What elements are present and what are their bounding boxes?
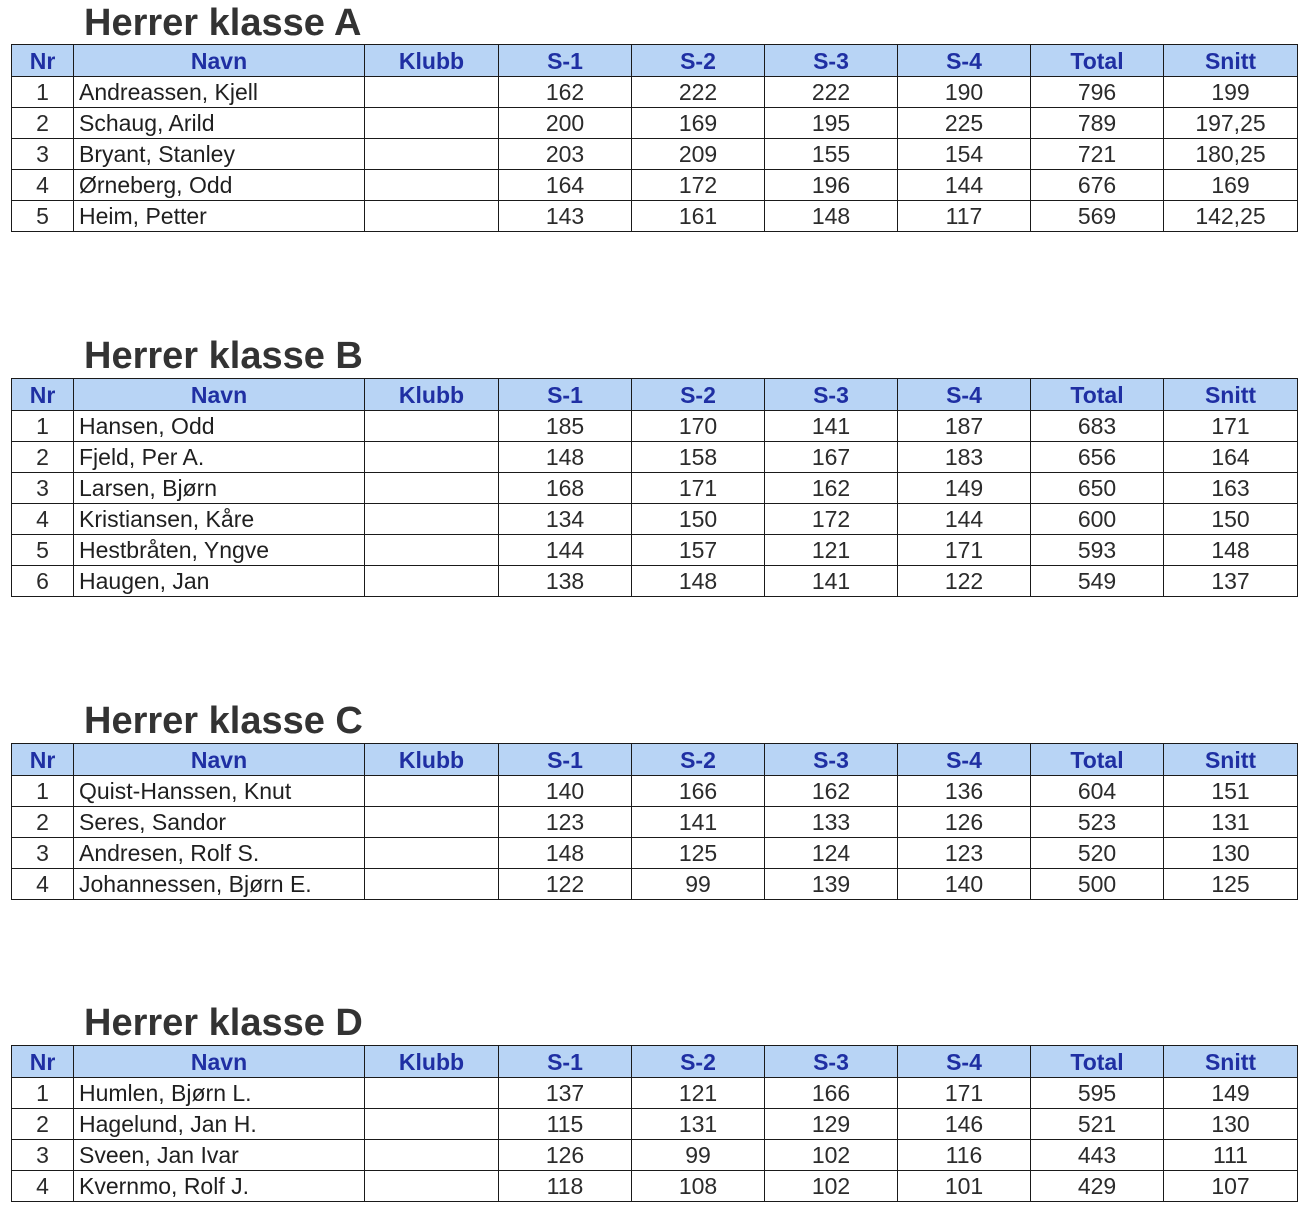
col-header-s4: S-4: [898, 744, 1031, 776]
cell-avg: 163: [1164, 473, 1298, 504]
table-row: [12, 1171, 1298, 1202]
cell-nr: 3: [12, 139, 74, 170]
cell-nr: 5: [12, 535, 74, 566]
col-header-total: Total: [1031, 45, 1164, 77]
cell-avg: 151: [1164, 776, 1298, 807]
cell-name: Andresen, Rolf S.: [74, 838, 365, 869]
cell-name: Schaug, Arild: [74, 108, 365, 139]
cell-club: [365, 139, 499, 170]
cell-s4: 171: [898, 1078, 1031, 1109]
cell-s1: 140: [499, 776, 632, 807]
cell-name: Bryant, Stanley: [74, 139, 365, 170]
cell-s3: 162: [765, 776, 898, 807]
cell-avg: 130: [1164, 838, 1298, 869]
cell-s2: 99: [632, 869, 765, 900]
cell-s2: 125: [632, 838, 765, 869]
cell-avg: 180,25: [1164, 139, 1298, 170]
results-table: [11, 44, 1298, 232]
cell-club: [365, 535, 499, 566]
cell-s3: 195: [765, 108, 898, 139]
cell-s1: 115: [499, 1109, 632, 1140]
cell-s1: 143: [499, 201, 632, 232]
col-header-avg: Snitt: [1164, 45, 1298, 77]
cell-s4: 116: [898, 1140, 1031, 1171]
cell-club: [365, 201, 499, 232]
cell-s1: 203: [499, 139, 632, 170]
cell-s1: 134: [499, 504, 632, 535]
cell-s4: 136: [898, 776, 1031, 807]
col-header-name: Navn: [74, 379, 365, 411]
col-header-s2: S-2: [632, 744, 765, 776]
cell-club: [365, 776, 499, 807]
cell-s4: 122: [898, 566, 1031, 597]
cell-nr: 1: [12, 411, 74, 442]
cell-s4: 154: [898, 139, 1031, 170]
cell-nr: 4: [12, 504, 74, 535]
cell-name: Hansen, Odd: [74, 411, 365, 442]
cell-club: [365, 108, 499, 139]
col-header-nr: Nr: [12, 379, 74, 411]
col-header-nr: Nr: [12, 45, 74, 77]
col-header-club: Klubb: [365, 379, 499, 411]
col-header-club: Klubb: [365, 744, 499, 776]
table-row: [12, 170, 1298, 201]
cell-avg: 150: [1164, 504, 1298, 535]
cell-s1: 123: [499, 807, 632, 838]
cell-s3: 148: [765, 201, 898, 232]
cell-s3: 141: [765, 566, 898, 597]
cell-s2: 170: [632, 411, 765, 442]
cell-s4: 123: [898, 838, 1031, 869]
cell-s4: 144: [898, 504, 1031, 535]
cell-s4: 140: [898, 869, 1031, 900]
col-header-avg: Snitt: [1164, 1046, 1298, 1078]
cell-avg: 137: [1164, 566, 1298, 597]
cell-total: 796: [1031, 77, 1164, 108]
table-row: [12, 807, 1298, 838]
cell-s3: 102: [765, 1171, 898, 1202]
section-title: Herrer klasse D: [84, 1002, 363, 1044]
cell-s2: 108: [632, 1171, 765, 1202]
cell-club: [365, 1078, 499, 1109]
cell-s4: 190: [898, 77, 1031, 108]
header-row: [12, 45, 1298, 77]
cell-total: 443: [1031, 1140, 1164, 1171]
col-header-club: Klubb: [365, 1046, 499, 1078]
cell-avg: 130: [1164, 1109, 1298, 1140]
cell-s1: 148: [499, 838, 632, 869]
cell-s1: 164: [499, 170, 632, 201]
cell-s3: 133: [765, 807, 898, 838]
cell-nr: 3: [12, 838, 74, 869]
cell-s3: 141: [765, 411, 898, 442]
cell-s3: 124: [765, 838, 898, 869]
cell-s4: 149: [898, 473, 1031, 504]
col-header-s1: S-1: [499, 379, 632, 411]
cell-avg: 125: [1164, 869, 1298, 900]
cell-total: 604: [1031, 776, 1164, 807]
cell-name: Seres, Sandor: [74, 807, 365, 838]
section-title: Herrer klasse B: [84, 335, 363, 377]
cell-total: 500: [1031, 869, 1164, 900]
col-header-s3: S-3: [765, 45, 898, 77]
cell-avg: 197,25: [1164, 108, 1298, 139]
cell-s3: 172: [765, 504, 898, 535]
cell-s2: 222: [632, 77, 765, 108]
cell-s4: 187: [898, 411, 1031, 442]
cell-s1: 144: [499, 535, 632, 566]
col-header-name: Navn: [74, 1046, 365, 1078]
cell-avg: 199: [1164, 77, 1298, 108]
cell-club: [365, 1109, 499, 1140]
cell-s1: 138: [499, 566, 632, 597]
cell-s3: 196: [765, 170, 898, 201]
cell-s3: 166: [765, 1078, 898, 1109]
cell-club: [365, 1171, 499, 1202]
cell-s1: 148: [499, 442, 632, 473]
cell-s3: 222: [765, 77, 898, 108]
cell-s1: 122: [499, 869, 632, 900]
cell-s2: 99: [632, 1140, 765, 1171]
table-row: [12, 139, 1298, 170]
cell-avg: 131: [1164, 807, 1298, 838]
table-row: [12, 1078, 1298, 1109]
cell-s3: 167: [765, 442, 898, 473]
cell-s3: 121: [765, 535, 898, 566]
cell-avg: 149: [1164, 1078, 1298, 1109]
results-table: [11, 1045, 1298, 1202]
cell-avg: 169: [1164, 170, 1298, 201]
cell-name: Sveen, Jan Ivar: [74, 1140, 365, 1171]
cell-s2: 141: [632, 807, 765, 838]
cell-s4: 146: [898, 1109, 1031, 1140]
col-header-s1: S-1: [499, 744, 632, 776]
cell-s2: 209: [632, 139, 765, 170]
cell-total: 521: [1031, 1109, 1164, 1140]
table-row: [12, 473, 1298, 504]
cell-nr: 1: [12, 1078, 74, 1109]
cell-name: Haugen, Jan: [74, 566, 365, 597]
cell-s2: 148: [632, 566, 765, 597]
cell-club: [365, 566, 499, 597]
cell-nr: 6: [12, 566, 74, 597]
table-row: [12, 1140, 1298, 1171]
cell-total: 721: [1031, 139, 1164, 170]
col-header-s4: S-4: [898, 45, 1031, 77]
col-header-s3: S-3: [765, 1046, 898, 1078]
cell-s4: 117: [898, 201, 1031, 232]
cell-s3: 129: [765, 1109, 898, 1140]
cell-s1: 118: [499, 1171, 632, 1202]
cell-nr: 2: [12, 807, 74, 838]
cell-total: 593: [1031, 535, 1164, 566]
col-header-name: Navn: [74, 744, 365, 776]
cell-s4: 171: [898, 535, 1031, 566]
cell-club: [365, 807, 499, 838]
cell-name: Andreassen, Kjell: [74, 77, 365, 108]
table-row: [12, 201, 1298, 232]
section-title: Herrer klasse A: [84, 2, 362, 44]
col-header-name: Navn: [74, 45, 365, 77]
cell-total: 520: [1031, 838, 1164, 869]
table-row: [12, 776, 1298, 807]
cell-s3: 162: [765, 473, 898, 504]
cell-name: Kristiansen, Kåre: [74, 504, 365, 535]
cell-s4: 183: [898, 442, 1031, 473]
col-header-s2: S-2: [632, 1046, 765, 1078]
table-row: [12, 504, 1298, 535]
cell-s2: 161: [632, 201, 765, 232]
cell-s1: 185: [499, 411, 632, 442]
cell-total: 600: [1031, 504, 1164, 535]
cell-s1: 200: [499, 108, 632, 139]
cell-total: 523: [1031, 807, 1164, 838]
cell-s2: 171: [632, 473, 765, 504]
cell-nr: 3: [12, 473, 74, 504]
cell-club: [365, 77, 499, 108]
cell-s1: 168: [499, 473, 632, 504]
col-header-s2: S-2: [632, 45, 765, 77]
cell-name: Humlen, Bjørn L.: [74, 1078, 365, 1109]
cell-nr: 3: [12, 1140, 74, 1171]
col-header-nr: Nr: [12, 1046, 74, 1078]
cell-avg: 107: [1164, 1171, 1298, 1202]
col-header-s4: S-4: [898, 1046, 1031, 1078]
cell-name: Hestbråten, Yngve: [74, 535, 365, 566]
col-header-s3: S-3: [765, 379, 898, 411]
table-row: [12, 442, 1298, 473]
cell-club: [365, 170, 499, 201]
cell-avg: 164: [1164, 442, 1298, 473]
cell-nr: 4: [12, 1171, 74, 1202]
cell-name: Fjeld, Per A.: [74, 442, 365, 473]
table-row: [12, 838, 1298, 869]
results-table: [11, 378, 1298, 597]
cell-total: 676: [1031, 170, 1164, 201]
cell-total: 656: [1031, 442, 1164, 473]
cell-total: 595: [1031, 1078, 1164, 1109]
cell-nr: 4: [12, 869, 74, 900]
table-row: [12, 566, 1298, 597]
cell-name: Ørneberg, Odd: [74, 170, 365, 201]
cell-nr: 2: [12, 442, 74, 473]
col-header-total: Total: [1031, 379, 1164, 411]
cell-s4: 225: [898, 108, 1031, 139]
cell-s2: 158: [632, 442, 765, 473]
section-title: Herrer klasse C: [84, 700, 363, 742]
cell-avg: 171: [1164, 411, 1298, 442]
cell-s3: 102: [765, 1140, 898, 1171]
cell-nr: 4: [12, 170, 74, 201]
cell-total: 569: [1031, 201, 1164, 232]
table-row: [12, 411, 1298, 442]
results-table: [11, 743, 1298, 900]
col-header-s4: S-4: [898, 379, 1031, 411]
cell-club: [365, 869, 499, 900]
cell-nr: 1: [12, 776, 74, 807]
cell-s1: 126: [499, 1140, 632, 1171]
header-row: [12, 744, 1298, 776]
cell-club: [365, 442, 499, 473]
cell-s2: 172: [632, 170, 765, 201]
cell-s2: 166: [632, 776, 765, 807]
col-header-total: Total: [1031, 1046, 1164, 1078]
cell-total: 683: [1031, 411, 1164, 442]
cell-name: Kvernmo, Rolf J.: [74, 1171, 365, 1202]
col-header-s2: S-2: [632, 379, 765, 411]
cell-nr: 2: [12, 1109, 74, 1140]
cell-nr: 5: [12, 201, 74, 232]
cell-s4: 101: [898, 1171, 1031, 1202]
cell-club: [365, 838, 499, 869]
cell-s3: 155: [765, 139, 898, 170]
cell-total: 549: [1031, 566, 1164, 597]
cell-nr: 1: [12, 77, 74, 108]
cell-s1: 162: [499, 77, 632, 108]
cell-avg: 148: [1164, 535, 1298, 566]
table-row: [12, 535, 1298, 566]
table-row: [12, 1109, 1298, 1140]
table-row: [12, 77, 1298, 108]
cell-s2: 121: [632, 1078, 765, 1109]
cell-avg: 142,25: [1164, 201, 1298, 232]
col-header-avg: Snitt: [1164, 379, 1298, 411]
cell-total: 789: [1031, 108, 1164, 139]
cell-s1: 137: [499, 1078, 632, 1109]
cell-club: [365, 1140, 499, 1171]
col-header-s1: S-1: [499, 1046, 632, 1078]
header-row: [12, 1046, 1298, 1078]
cell-s3: 139: [765, 869, 898, 900]
cell-name: Quist-Hanssen, Knut: [74, 776, 365, 807]
cell-total: 429: [1031, 1171, 1164, 1202]
cell-club: [365, 473, 499, 504]
cell-s2: 131: [632, 1109, 765, 1140]
col-header-avg: Snitt: [1164, 744, 1298, 776]
col-header-s3: S-3: [765, 744, 898, 776]
cell-s2: 150: [632, 504, 765, 535]
cell-avg: 111: [1164, 1140, 1298, 1171]
cell-s2: 157: [632, 535, 765, 566]
cell-club: [365, 504, 499, 535]
cell-name: Larsen, Bjørn: [74, 473, 365, 504]
table-row: [12, 869, 1298, 900]
col-header-nr: Nr: [12, 744, 74, 776]
cell-name: Heim, Petter: [74, 201, 365, 232]
cell-total: 650: [1031, 473, 1164, 504]
col-header-s1: S-1: [499, 45, 632, 77]
cell-nr: 2: [12, 108, 74, 139]
cell-name: Johannessen, Bjørn E.: [74, 869, 365, 900]
header-row: [12, 379, 1298, 411]
cell-club: [365, 411, 499, 442]
cell-s4: 144: [898, 170, 1031, 201]
cell-s4: 126: [898, 807, 1031, 838]
cell-name: Hagelund, Jan H.: [74, 1109, 365, 1140]
col-header-total: Total: [1031, 744, 1164, 776]
col-header-club: Klubb: [365, 45, 499, 77]
cell-s2: 169: [632, 108, 765, 139]
table-row: [12, 108, 1298, 139]
